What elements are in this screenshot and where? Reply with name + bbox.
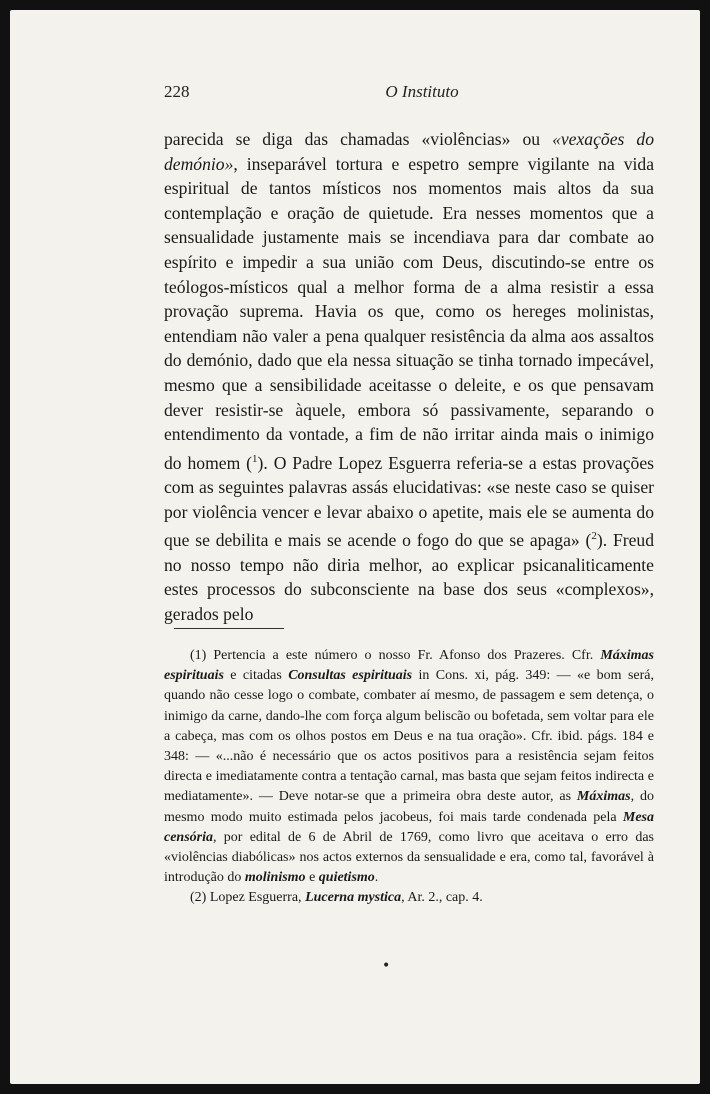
text-run: e <box>305 870 319 886</box>
text-run: Lopez Esguerra, <box>206 890 306 906</box>
main-text <box>164 127 654 627</box>
text-run: parecida se diga das chamadas «violências» ou <box>164 129 553 149</box>
page-header <box>164 82 660 104</box>
footnote-1 <box>164 646 654 888</box>
term: quietismo <box>318 870 375 886</box>
work-title: Máximas espirituais <box>164 648 654 684</box>
work-title: Consultas espirituais <box>288 668 413 684</box>
footnote-2 <box>164 888 654 908</box>
text-run: ). O Padre Lopez Esguerra referia-se a estas provações com as seguintes palavras assás elucidativas: «se neste caso se quiser por violência vencer e levar abaixo o apetite, mais ele se aumenta do que se debilita e mais se acende o fogo do que se apaga» ( <box>164 452 654 551</box>
text-run: , Ar. 2., cap. 4. <box>401 890 483 906</box>
footnote-mark: (2) <box>190 890 207 906</box>
text-run: . <box>374 870 379 886</box>
running-head: O Instituto <box>385 82 459 101</box>
text-run: , do mesmo modo muito estimada pelos jacobeus, foi mais tarde condenada pela <box>164 789 654 825</box>
footnote-mark: (1) <box>190 648 207 663</box>
work-title: Lucerna mystica <box>305 890 402 906</box>
book-page <box>10 10 700 1084</box>
footnote-ref-1: 1 <box>252 452 258 465</box>
text-run: , inseparável tortura e espetro sempre vigilante na vida espiritual de tantos místicos nos momentos mais altos da sua contemplação e oração de quietude. Era nesses momentos que a sensualidade justamente mais se incendiava para dar combate ao espírito e impedir a sua união com Deus, discutindo-se entre os teólogos-místicos qual a melhor forma de a alma resistir a essa provação suprema. Havia os que, como os hereges molinistas, entendiam não valer a pena qualquer resistência da alma aos assaltos do demónio, dado que ela nessa situação se tinha tornado impecável, mesmo que a sensibilidade aceitasse o deleite, e os que pensavam dever resistir-se àquele, embora só passivamente, separando o entendimento da vontade, a fim de não irritar ainda mais o inimigo do homem ( <box>164 153 654 473</box>
page-marker-dot: • <box>382 958 391 974</box>
italic-quote: «vexações do demónio» <box>164 129 654 174</box>
text-run: Pertencia a este número o nosso Fr. Afonso dos Prazeres. Cfr. <box>206 648 601 663</box>
footnote-ref-2: 2 <box>591 530 597 543</box>
work-title: Máximas <box>576 789 631 805</box>
text-run: ). Freud no nosso tempo não diria melhor, ao explicar psicanaliticamente estes processos do subconsciente na base dos seus «complexos», gerados pelo <box>164 530 654 624</box>
page-number: 228 <box>164 82 190 101</box>
work-title: Mesa censória <box>164 809 654 845</box>
text-run: , por edital de 6 de Abril de 1769, como livro que aceitava o erro das «violências diabólicas» nos actos externos da sensualidade e era, como tal, favorável à introdução do <box>164 829 654 886</box>
text-run: in Cons. xi, pág. 349: — «e bom será, quando não cesse logo o combate, combater aí mesmo, de passagem e sem detença, o inimigo da carne, dando-lhe com força algum beliscão ou bofetada, sem voltar para ele a cabeça, mas com os olhos postos em Deus e na tua oração». Cfr. ibid. págs. 184 e 348: — «...não é necessário que os actos positivos para a resistência sejam feitos directa e imediatamente contra a tentação carnal, mas basta que sejam feitos indirecta e mediatamente». — Deve notar-se que a primeira obra deste autor, as <box>164 668 654 805</box>
footnote-rule <box>174 628 284 629</box>
term: molinismo <box>244 870 306 886</box>
text-run: e citadas <box>223 668 289 684</box>
paragraph <box>164 127 654 627</box>
footnotes <box>164 646 654 909</box>
